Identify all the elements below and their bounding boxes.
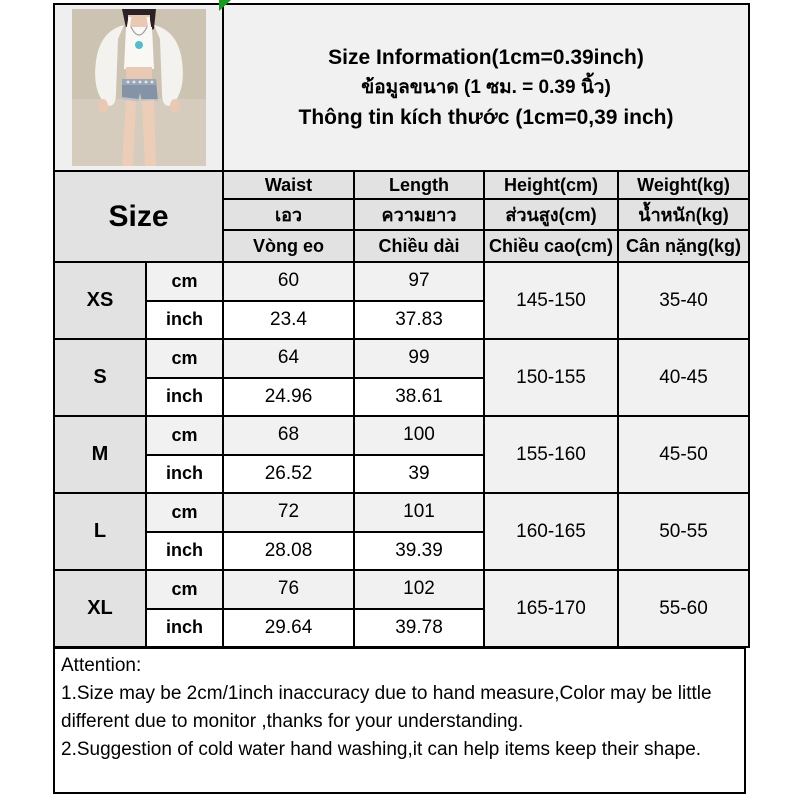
size-label-m: M (54, 416, 146, 493)
col-header-height-th: ส่วนสูง(cm) (484, 199, 618, 230)
xs-weight-range: 35-40 (618, 262, 749, 339)
size-header: Size (54, 171, 223, 262)
unit-inch: inch (146, 532, 223, 571)
col-header-length-en: Length (354, 171, 484, 199)
l-height-range: 160-165 (484, 493, 618, 570)
table-row-s-cm (54, 339, 749, 378)
table-row-xl-cm (54, 570, 749, 609)
col-header-waist-en: Waist (223, 171, 354, 199)
l-length-cm: 101 (354, 493, 484, 532)
s-weight-range: 40-45 (618, 339, 749, 416)
xl-weight-range: 55-60 (618, 570, 749, 647)
l-waist-inch: 28.08 (223, 532, 354, 571)
xl-length-inch: 39.78 (354, 609, 484, 648)
unit-cm: cm (146, 570, 223, 609)
table-row-m-cm (54, 416, 749, 455)
attention-note-1: 1.Size may be 2cm/1inch inaccuracy due to hand measure,Color may be little different due to monitor ,thanks for your understanding. (61, 683, 712, 732)
s-height-range: 150-155 (484, 339, 618, 416)
col-header-weight-vi: Cân nặng(kg) (618, 230, 749, 262)
s-waist-inch: 24.96 (223, 378, 354, 417)
col-header-weight-en: Weight(kg) (618, 171, 749, 199)
xl-waist-cm: 76 (223, 570, 354, 609)
size-information-table (53, 3, 750, 648)
size-label-xl: XL (54, 570, 146, 647)
unit-inch: inch (146, 609, 223, 648)
size-information-title-cell (223, 4, 749, 171)
col-header-height-en: Height(cm) (484, 171, 618, 199)
col-header-height-vi: Chiều cao(cm) (484, 230, 618, 262)
xl-waist-inch: 29.64 (223, 609, 354, 648)
s-length-cm: 99 (354, 339, 484, 378)
col-header-waist-vi: Vòng eo (223, 230, 354, 262)
attention-notes (53, 647, 746, 794)
xl-length-cm: 102 (354, 570, 484, 609)
col-header-length-vi: Chiều dài (354, 230, 484, 262)
size-label-xs: XS (54, 262, 146, 339)
attention-note-2: 2.Suggestion of cold water hand washing,it can help items keep their shape. (61, 739, 702, 760)
green-corner-marker (219, 0, 231, 11)
size-label-l: L (54, 493, 146, 570)
col-header-waist-th: เอว (223, 199, 354, 230)
s-waist-cm: 64 (223, 339, 354, 378)
unit-cm: cm (146, 339, 223, 378)
xs-waist-inch: 23.4 (223, 301, 354, 340)
s-length-inch: 38.61 (354, 378, 484, 417)
col-header-length-th: ความยาว (354, 199, 484, 230)
unit-cm: cm (146, 493, 223, 532)
unit-cm: cm (146, 416, 223, 455)
l-length-inch: 39.39 (354, 532, 484, 571)
title-vietnamese: Thông tin kích thước (1cm=0,39 inch) (298, 105, 674, 129)
model-photo-cell (54, 4, 223, 171)
m-waist-cm: 68 (223, 416, 354, 455)
m-waist-inch: 26.52 (223, 455, 354, 494)
xs-height-range: 145-150 (484, 262, 618, 339)
xs-length-cm: 97 (354, 262, 484, 301)
m-weight-range: 45-50 (618, 416, 749, 493)
l-waist-cm: 72 (223, 493, 354, 532)
m-length-cm: 100 (354, 416, 484, 455)
title-english: Size Information(1cm=0.39inch) (328, 45, 644, 69)
xs-waist-cm: 60 (223, 262, 354, 301)
l-weight-range: 50-55 (618, 493, 749, 570)
model-photo (72, 9, 206, 166)
unit-inch: inch (146, 455, 223, 494)
size-label-s: S (54, 339, 146, 416)
m-length-inch: 39 (354, 455, 484, 494)
title-thai: ข้อมูลขนาด (1 ซม. = 0.39 นิ้ว) (361, 76, 611, 98)
col-header-weight-th: น้ำหนัก(kg) (618, 199, 749, 230)
m-height-range: 155-160 (484, 416, 618, 493)
unit-cm: cm (146, 262, 223, 301)
xl-height-range: 165-170 (484, 570, 618, 647)
attention-title: Attention: (61, 655, 142, 676)
table-row-l-cm (54, 493, 749, 532)
unit-inch: inch (146, 301, 223, 340)
xs-length-inch: 37.83 (354, 301, 484, 340)
unit-inch: inch (146, 378, 223, 417)
table-row-xs-cm (54, 262, 749, 301)
